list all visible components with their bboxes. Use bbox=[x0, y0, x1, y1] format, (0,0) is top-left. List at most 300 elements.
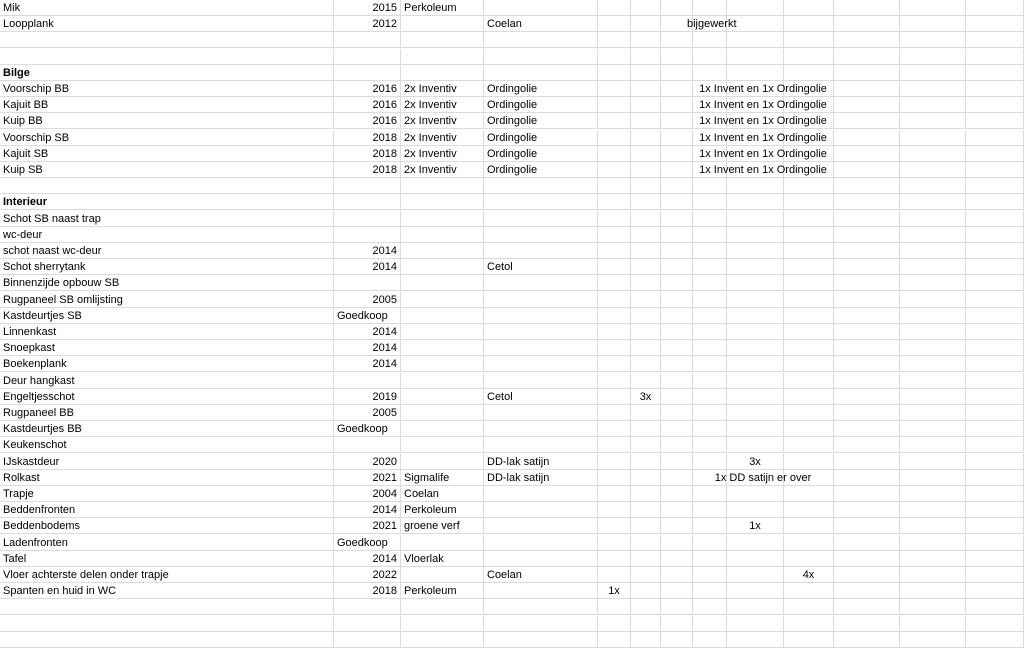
cell-m[interactable] bbox=[966, 356, 1024, 372]
cell-f[interactable] bbox=[661, 583, 693, 599]
cell-f[interactable] bbox=[661, 454, 693, 470]
cell-name[interactable]: Kastdeurtjes BB bbox=[0, 421, 334, 437]
cell-i[interactable] bbox=[727, 502, 784, 518]
cell-e[interactable] bbox=[631, 308, 661, 324]
cell-year[interactable]: Goedkoop bbox=[334, 421, 401, 437]
cell-i[interactable] bbox=[727, 324, 784, 340]
cell-c2[interactable] bbox=[401, 599, 484, 615]
cell-c2[interactable] bbox=[401, 275, 484, 291]
cell-year[interactable] bbox=[334, 275, 401, 291]
cell-k[interactable] bbox=[834, 97, 900, 113]
cell-f[interactable] bbox=[661, 535, 693, 551]
cell-k[interactable] bbox=[834, 275, 900, 291]
cell-g[interactable] bbox=[693, 194, 727, 210]
cell-year[interactable]: 2016 bbox=[334, 97, 401, 113]
cell-k[interactable] bbox=[834, 65, 900, 81]
cell-d[interactable] bbox=[598, 275, 631, 291]
cell-j[interactable] bbox=[784, 308, 834, 324]
cell-g[interactable] bbox=[693, 599, 727, 615]
cell-m[interactable] bbox=[966, 243, 1024, 259]
cell-m[interactable] bbox=[966, 599, 1024, 615]
cell-name[interactable]: Interieur bbox=[0, 194, 334, 210]
cell-c3[interactable]: Ordingolie bbox=[484, 130, 598, 146]
cell-f[interactable] bbox=[661, 227, 693, 243]
cell-e[interactable] bbox=[631, 356, 661, 372]
cell-c2[interactable]: Perkoleum bbox=[401, 502, 484, 518]
cell-f[interactable] bbox=[661, 486, 693, 502]
cell-e[interactable] bbox=[631, 292, 661, 308]
cell-k[interactable] bbox=[834, 405, 900, 421]
cell-e[interactable] bbox=[631, 211, 661, 227]
cell-year[interactable] bbox=[334, 373, 401, 389]
cell-e[interactable] bbox=[631, 162, 661, 178]
cell-m[interactable] bbox=[966, 405, 1024, 421]
cell-c2[interactable]: 2x Inventiv bbox=[401, 81, 484, 97]
cell-d[interactable]: 1x bbox=[598, 583, 631, 599]
cell-f[interactable] bbox=[661, 551, 693, 567]
cell-c3[interactable] bbox=[484, 243, 598, 259]
cell-l[interactable] bbox=[900, 518, 966, 534]
cell-remark[interactable]: 1x Invent en 1x Ordingolie bbox=[699, 99, 827, 111]
cell-name[interactable]: Bilge bbox=[0, 65, 334, 81]
cell-l[interactable] bbox=[900, 502, 966, 518]
cell-i[interactable] bbox=[727, 227, 784, 243]
cell-g[interactable] bbox=[693, 259, 727, 275]
cell-year[interactable]: 2018 bbox=[334, 162, 401, 178]
cell-year[interactable]: 2005 bbox=[334, 292, 401, 308]
cell-c3[interactable]: Ordingolie bbox=[484, 162, 598, 178]
cell-d[interactable] bbox=[598, 470, 631, 486]
cell-e[interactable] bbox=[631, 421, 661, 437]
cell-name[interactable] bbox=[0, 32, 334, 48]
cell-g[interactable] bbox=[693, 632, 727, 648]
cell-name[interactable] bbox=[0, 599, 334, 615]
cell-g[interactable] bbox=[693, 389, 727, 405]
cell-c2[interactable] bbox=[401, 194, 484, 210]
cell-remark[interactable]: 1x Invent en 1x Ordingolie bbox=[699, 83, 827, 95]
cell-d[interactable] bbox=[598, 97, 631, 113]
cell-e[interactable] bbox=[631, 0, 661, 16]
cell-g[interactable] bbox=[693, 454, 727, 470]
cell-k[interactable] bbox=[834, 211, 900, 227]
cell-c3[interactable] bbox=[484, 0, 598, 16]
cell-year[interactable]: 2022 bbox=[334, 567, 401, 583]
cell-l[interactable] bbox=[900, 486, 966, 502]
cell-f[interactable] bbox=[661, 275, 693, 291]
cell-f[interactable] bbox=[661, 49, 693, 65]
cell-f[interactable] bbox=[661, 211, 693, 227]
cell-k[interactable] bbox=[834, 292, 900, 308]
cell-c3[interactable] bbox=[484, 599, 598, 615]
cell-c2[interactable] bbox=[401, 389, 484, 405]
cell-k[interactable] bbox=[834, 308, 900, 324]
cell-l[interactable] bbox=[900, 194, 966, 210]
cell-l[interactable] bbox=[900, 227, 966, 243]
cell-m[interactable] bbox=[966, 227, 1024, 243]
cell-e[interactable]: 3x bbox=[631, 389, 661, 405]
cell-g[interactable] bbox=[693, 65, 727, 81]
cell-i[interactable] bbox=[727, 259, 784, 275]
cell-j[interactable] bbox=[784, 324, 834, 340]
cell-m[interactable] bbox=[966, 616, 1024, 632]
cell-d[interactable] bbox=[598, 0, 631, 16]
cell-d[interactable] bbox=[598, 389, 631, 405]
cell-c2[interactable] bbox=[401, 65, 484, 81]
cell-k[interactable] bbox=[834, 49, 900, 65]
cell-d[interactable] bbox=[598, 308, 631, 324]
cell-f[interactable] bbox=[661, 162, 693, 178]
cell-j[interactable] bbox=[784, 373, 834, 389]
cell-k[interactable] bbox=[834, 421, 900, 437]
cell-i[interactable] bbox=[727, 292, 784, 308]
cell-name[interactable]: Loopplank bbox=[0, 16, 334, 32]
cell-c3[interactable] bbox=[484, 356, 598, 372]
cell-i[interactable] bbox=[727, 211, 784, 227]
cell-name[interactable]: Rolkast bbox=[0, 470, 334, 486]
cell-k[interactable] bbox=[834, 599, 900, 615]
cell-c3[interactable] bbox=[484, 486, 598, 502]
cell-e[interactable] bbox=[631, 243, 661, 259]
cell-year[interactable]: 2018 bbox=[334, 130, 401, 146]
cell-d[interactable] bbox=[598, 178, 631, 194]
cell-c2[interactable]: Sigmalife bbox=[401, 470, 484, 486]
cell-j[interactable] bbox=[784, 227, 834, 243]
cell-f[interactable] bbox=[661, 243, 693, 259]
cell-l[interactable] bbox=[900, 616, 966, 632]
cell-j[interactable] bbox=[784, 178, 834, 194]
cell-c2[interactable] bbox=[401, 243, 484, 259]
cell-e[interactable] bbox=[631, 502, 661, 518]
cell-m[interactable] bbox=[966, 259, 1024, 275]
cell-f[interactable] bbox=[661, 81, 693, 97]
cell-j[interactable]: 4x bbox=[784, 567, 834, 583]
cell-m[interactable] bbox=[966, 567, 1024, 583]
cell-k[interactable] bbox=[834, 81, 900, 97]
cell-i[interactable] bbox=[727, 599, 784, 615]
cell-m[interactable] bbox=[966, 292, 1024, 308]
cell-name[interactable]: Kuip SB bbox=[0, 162, 334, 178]
cell-e[interactable] bbox=[631, 535, 661, 551]
cell-i[interactable] bbox=[727, 551, 784, 567]
cell-i[interactable] bbox=[727, 486, 784, 502]
cell-g[interactable] bbox=[693, 421, 727, 437]
cell-m[interactable] bbox=[966, 97, 1024, 113]
cell-l[interactable] bbox=[900, 146, 966, 162]
cell-remark[interactable]: 1x Invent en 1x Ordingolie bbox=[699, 115, 827, 127]
cell-l[interactable] bbox=[900, 16, 966, 32]
cell-m[interactable] bbox=[966, 49, 1024, 65]
cell-e[interactable] bbox=[631, 518, 661, 534]
cell-d[interactable] bbox=[598, 146, 631, 162]
cell-k[interactable] bbox=[834, 243, 900, 259]
cell-l[interactable] bbox=[900, 454, 966, 470]
cell-k[interactable] bbox=[834, 0, 900, 16]
cell-c2[interactable] bbox=[401, 324, 484, 340]
cell-c3[interactable] bbox=[484, 227, 598, 243]
cell-e[interactable] bbox=[631, 437, 661, 453]
cell-m[interactable] bbox=[966, 275, 1024, 291]
cell-l[interactable] bbox=[900, 340, 966, 356]
cell-d[interactable] bbox=[598, 243, 631, 259]
cell-c3[interactable] bbox=[484, 49, 598, 65]
cell-e[interactable] bbox=[631, 49, 661, 65]
cell-name[interactable]: Schot SB naast trap bbox=[0, 211, 334, 227]
cell-l[interactable] bbox=[900, 65, 966, 81]
cell-m[interactable] bbox=[966, 0, 1024, 16]
cell-year[interactable] bbox=[334, 178, 401, 194]
cell-f[interactable] bbox=[661, 632, 693, 648]
cell-k[interactable] bbox=[834, 389, 900, 405]
cell-name[interactable]: Kajuit BB bbox=[0, 97, 334, 113]
cell-m[interactable] bbox=[966, 162, 1024, 178]
cell-c2[interactable]: Perkoleum bbox=[401, 0, 484, 16]
cell-j[interactable] bbox=[784, 535, 834, 551]
cell-j[interactable] bbox=[784, 599, 834, 615]
cell-note[interactable]: bijgewerkt bbox=[687, 18, 737, 30]
cell-l[interactable] bbox=[900, 373, 966, 389]
cell-c2[interactable] bbox=[401, 356, 484, 372]
cell-c2[interactable] bbox=[401, 535, 484, 551]
cell-g[interactable] bbox=[693, 502, 727, 518]
cell-g[interactable] bbox=[693, 243, 727, 259]
cell-j[interactable] bbox=[784, 49, 834, 65]
cell-m[interactable] bbox=[966, 518, 1024, 534]
cell-l[interactable] bbox=[900, 583, 966, 599]
cell-name[interactable]: Schot sherrytank bbox=[0, 259, 334, 275]
cell-f[interactable] bbox=[661, 405, 693, 421]
cell-f[interactable] bbox=[661, 113, 693, 129]
cell-m[interactable] bbox=[966, 486, 1024, 502]
cell-year[interactable]: 2014 bbox=[334, 551, 401, 567]
cell-e[interactable] bbox=[631, 551, 661, 567]
cell-year[interactable]: 2014 bbox=[334, 340, 401, 356]
cell-k[interactable] bbox=[834, 454, 900, 470]
cell-j[interactable] bbox=[784, 243, 834, 259]
cell-name[interactable]: Deur hangkast bbox=[0, 373, 334, 389]
cell-c3[interactable]: Ordingolie bbox=[484, 113, 598, 129]
cell-j[interactable] bbox=[784, 340, 834, 356]
cell-e[interactable] bbox=[631, 259, 661, 275]
cell-e[interactable] bbox=[631, 486, 661, 502]
cell-i[interactable] bbox=[727, 535, 784, 551]
cell-m[interactable] bbox=[966, 32, 1024, 48]
cell-l[interactable] bbox=[900, 178, 966, 194]
cell-c3[interactable] bbox=[484, 292, 598, 308]
cell-year[interactable]: 2020 bbox=[334, 454, 401, 470]
cell-d[interactable] bbox=[598, 502, 631, 518]
cell-name[interactable]: schot naast wc-deur bbox=[0, 243, 334, 259]
cell-name[interactable]: Beddenbodems bbox=[0, 518, 334, 534]
cell-l[interactable] bbox=[900, 97, 966, 113]
cell-m[interactable] bbox=[966, 437, 1024, 453]
cell-j[interactable] bbox=[784, 502, 834, 518]
cell-c2[interactable] bbox=[401, 211, 484, 227]
cell-e[interactable] bbox=[631, 178, 661, 194]
cell-name[interactable]: Spanten en huid in WC bbox=[0, 583, 334, 599]
cell-name[interactable]: Kajuit SB bbox=[0, 146, 334, 162]
cell-m[interactable] bbox=[966, 178, 1024, 194]
cell-j[interactable] bbox=[784, 194, 834, 210]
cell-year[interactable]: 2021 bbox=[334, 518, 401, 534]
cell-year[interactable]: Goedkoop bbox=[334, 308, 401, 324]
cell-l[interactable] bbox=[900, 470, 966, 486]
cell-l[interactable] bbox=[900, 421, 966, 437]
cell-i[interactable] bbox=[727, 583, 784, 599]
cell-c2[interactable] bbox=[401, 437, 484, 453]
cell-i[interactable] bbox=[727, 632, 784, 648]
cell-j[interactable] bbox=[784, 275, 834, 291]
cell-f[interactable] bbox=[661, 0, 693, 16]
cell-i[interactable] bbox=[727, 243, 784, 259]
cell-k[interactable] bbox=[834, 535, 900, 551]
cell-j[interactable] bbox=[784, 292, 834, 308]
cell-e[interactable] bbox=[631, 146, 661, 162]
cell-k[interactable] bbox=[834, 356, 900, 372]
cell-m[interactable] bbox=[966, 211, 1024, 227]
cell-c3[interactable] bbox=[484, 583, 598, 599]
cell-c2[interactable] bbox=[401, 616, 484, 632]
cell-i[interactable] bbox=[727, 178, 784, 194]
cell-i[interactable] bbox=[727, 356, 784, 372]
cell-name[interactable] bbox=[0, 616, 334, 632]
cell-name[interactable]: wc-deur bbox=[0, 227, 334, 243]
cell-g[interactable] bbox=[693, 292, 727, 308]
cell-i[interactable] bbox=[727, 421, 784, 437]
cell-j[interactable] bbox=[784, 389, 834, 405]
cell-year[interactable]: 2014 bbox=[334, 502, 401, 518]
cell-d[interactable] bbox=[598, 162, 631, 178]
cell-g[interactable] bbox=[693, 551, 727, 567]
cell-name[interactable]: Rugpaneel SB omlijsting bbox=[0, 292, 334, 308]
cell-k[interactable] bbox=[834, 32, 900, 48]
cell-d[interactable] bbox=[598, 32, 631, 48]
cell-year[interactable]: 2016 bbox=[334, 81, 401, 97]
cell-g[interactable] bbox=[693, 340, 727, 356]
cell-d[interactable] bbox=[598, 518, 631, 534]
cell-c3[interactable]: Cetol bbox=[484, 389, 598, 405]
cell-c3[interactable] bbox=[484, 373, 598, 389]
cell-j[interactable] bbox=[784, 259, 834, 275]
cell-year[interactable] bbox=[334, 49, 401, 65]
cell-c3[interactable] bbox=[484, 340, 598, 356]
cell-k[interactable] bbox=[834, 470, 900, 486]
cell-l[interactable] bbox=[900, 535, 966, 551]
cell-f[interactable] bbox=[661, 65, 693, 81]
cell-e[interactable] bbox=[631, 340, 661, 356]
cell-c2[interactable]: 2x Inventiv bbox=[401, 130, 484, 146]
cell-k[interactable] bbox=[834, 146, 900, 162]
cell-j[interactable] bbox=[784, 421, 834, 437]
cell-c3[interactable] bbox=[484, 65, 598, 81]
cell-g[interactable] bbox=[693, 308, 727, 324]
cell-d[interactable] bbox=[598, 421, 631, 437]
cell-c3[interactable] bbox=[484, 324, 598, 340]
cell-c3[interactable]: Coelan bbox=[484, 16, 598, 32]
cell-j[interactable] bbox=[784, 0, 834, 16]
cell-d[interactable] bbox=[598, 259, 631, 275]
cell-k[interactable] bbox=[834, 551, 900, 567]
cell-j[interactable] bbox=[784, 486, 834, 502]
cell-i[interactable] bbox=[727, 373, 784, 389]
cell-i[interactable] bbox=[727, 275, 784, 291]
cell-l[interactable] bbox=[900, 324, 966, 340]
cell-year[interactable]: Goedkoop bbox=[334, 535, 401, 551]
cell-m[interactable] bbox=[966, 324, 1024, 340]
cell-f[interactable] bbox=[661, 97, 693, 113]
cell-c2[interactable]: Perkoleum bbox=[401, 583, 484, 599]
cell-k[interactable] bbox=[834, 583, 900, 599]
cell-c3[interactable] bbox=[484, 502, 598, 518]
cell-remark[interactable]: 1x Invent en 1x Ordingolie bbox=[699, 164, 827, 176]
cell-d[interactable] bbox=[598, 16, 631, 32]
cell-g[interactable] bbox=[693, 486, 727, 502]
cell-g[interactable] bbox=[693, 616, 727, 632]
cell-i[interactable] bbox=[727, 567, 784, 583]
cell-f[interactable] bbox=[661, 194, 693, 210]
cell-l[interactable] bbox=[900, 437, 966, 453]
cell-c3[interactable] bbox=[484, 421, 598, 437]
cell-j[interactable] bbox=[784, 616, 834, 632]
cell-l[interactable] bbox=[900, 49, 966, 65]
cell-c3[interactable] bbox=[484, 308, 598, 324]
cell-c3[interactable] bbox=[484, 518, 598, 534]
cell-name[interactable]: IJskastdeur bbox=[0, 454, 334, 470]
cell-e[interactable] bbox=[631, 616, 661, 632]
cell-c2[interactable] bbox=[401, 259, 484, 275]
cell-f[interactable] bbox=[661, 421, 693, 437]
cell-i[interactable] bbox=[727, 65, 784, 81]
cell-g[interactable] bbox=[693, 0, 727, 16]
cell-remark[interactable]: 1x DD satijn er over bbox=[714, 472, 812, 484]
cell-m[interactable] bbox=[966, 535, 1024, 551]
cell-l[interactable] bbox=[900, 356, 966, 372]
cell-c2[interactable] bbox=[401, 405, 484, 421]
cell-c3[interactable]: DD-lak satijn bbox=[484, 454, 598, 470]
cell-k[interactable] bbox=[834, 178, 900, 194]
cell-i[interactable] bbox=[727, 49, 784, 65]
cell-year[interactable] bbox=[334, 437, 401, 453]
cell-f[interactable] bbox=[661, 308, 693, 324]
cell-d[interactable] bbox=[598, 616, 631, 632]
cell-l[interactable] bbox=[900, 259, 966, 275]
cell-l[interactable] bbox=[900, 0, 966, 16]
cell-name[interactable]: Keukenschot bbox=[0, 437, 334, 453]
cell-d[interactable] bbox=[598, 535, 631, 551]
cell-g[interactable] bbox=[693, 583, 727, 599]
cell-k[interactable] bbox=[834, 113, 900, 129]
cell-c2[interactable] bbox=[401, 178, 484, 194]
cell-f[interactable] bbox=[661, 518, 693, 534]
cell-c2[interactable] bbox=[401, 308, 484, 324]
cell-c2[interactable] bbox=[401, 373, 484, 389]
cell-g[interactable] bbox=[693, 405, 727, 421]
cell-c2[interactable]: Vloerlak bbox=[401, 551, 484, 567]
cell-g[interactable] bbox=[693, 567, 727, 583]
cell-name[interactable]: Kastdeurtjes SB bbox=[0, 308, 334, 324]
cell-year[interactable] bbox=[334, 227, 401, 243]
cell-f[interactable] bbox=[661, 292, 693, 308]
cell-m[interactable] bbox=[966, 113, 1024, 129]
cell-c2[interactable]: 2x Inventiv bbox=[401, 146, 484, 162]
cell-m[interactable] bbox=[966, 130, 1024, 146]
cell-f[interactable] bbox=[661, 616, 693, 632]
cell-g[interactable] bbox=[693, 178, 727, 194]
cell-j[interactable] bbox=[784, 518, 834, 534]
cell-g[interactable] bbox=[693, 227, 727, 243]
cell-m[interactable] bbox=[966, 583, 1024, 599]
cell-l[interactable] bbox=[900, 211, 966, 227]
cell-l[interactable] bbox=[900, 389, 966, 405]
